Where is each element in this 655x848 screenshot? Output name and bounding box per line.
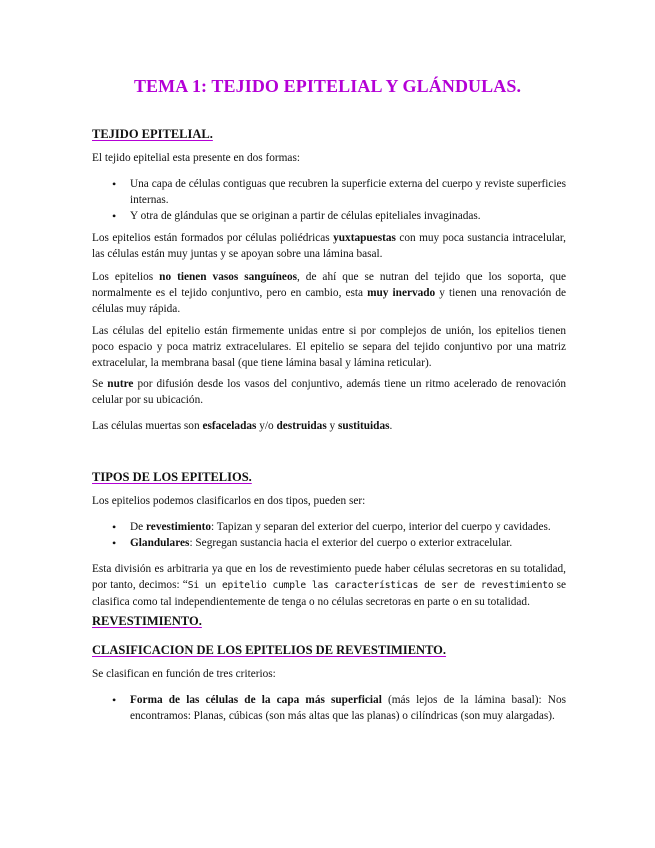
paragraph-celulas-muertas bbox=[92, 418, 566, 434]
page-title: TEMA 1: TEJIDO EPITELIAL Y GLÁNDULAS. bbox=[133, 76, 522, 96]
text-span: y/o bbox=[256, 420, 277, 432]
text-span: De bbox=[130, 521, 146, 533]
bold-term: muy inervado bbox=[367, 287, 436, 299]
bold-term: destruidas bbox=[276, 420, 327, 432]
bold-term: Forma de las células de la capa más superficial bbox=[130, 694, 382, 706]
text-span: . bbox=[389, 420, 393, 432]
text-span: , de ahí que se nutran del tejido que los soporta, que normalmente es el tejido conjuntivo, pero en cambio, esta bbox=[92, 271, 566, 299]
paragraph-celulas-unidas: Las células del epitelio están firmemente unidas entre si por complejos de unión, los epitelios tienen poco espacio y poca matriz extracelulares. El epitelio se separa del tejido conjuntivo por una matriz extracelular, la membrana basal (que tiene lámina basal y lámina reticular). bbox=[92, 325, 566, 369]
text-span: con muy poca sustancia intracelular, las células están muy juntas y se apoyan sobre una lámina basal. bbox=[92, 232, 567, 260]
bold-term: Glandulares bbox=[130, 537, 190, 549]
section-subheading-clasificacion: CLASIFICACION DE LOS EPITELIOS DE REVESTIMIENTO. bbox=[92, 643, 447, 657]
text-span: y tienen una renovación de células muy rápida. bbox=[92, 287, 567, 315]
list-item bbox=[112, 519, 566, 535]
section1-bullet-list bbox=[112, 176, 566, 224]
bold-term: revestimiento bbox=[146, 521, 212, 533]
bold-term: yuxtapuestas bbox=[333, 232, 396, 244]
section2-bullet-list bbox=[112, 519, 566, 551]
section-heading-tipos-epitelios: TIPOS DE LOS EPITELIOS. bbox=[92, 470, 252, 484]
text-span: se clasifica como tal independientemente de tenga o no células secretoras en parte o en su totalidad. bbox=[92, 579, 566, 608]
section-heading-tejido-epitelial: TEJIDO EPITELIAL. bbox=[92, 127, 213, 141]
text-span: Los epitelios bbox=[92, 271, 160, 283]
section1-intro: El tejido epitelial esta presente en dos formas: bbox=[92, 152, 300, 164]
quoted-text: Si un epitelio cumple las características de ser de revestimiento bbox=[187, 580, 554, 591]
text-span: Las células muertas son bbox=[92, 420, 203, 432]
bold-term: nutre bbox=[107, 378, 134, 390]
list-item bbox=[112, 692, 566, 724]
paragraph-epitelios-formados bbox=[92, 230, 566, 262]
text-span: Esta división es arbitraria ya que en los de revestimiento puede haber células secretoras en su totalidad, por tanto, decimos: “ bbox=[92, 563, 566, 591]
paragraph-division-arbitraria bbox=[92, 561, 566, 610]
paragraph-no-vasos bbox=[92, 269, 566, 317]
section3-intro: Se clasifican en función de tres criterios: bbox=[92, 668, 276, 680]
list-item: • Una capa de células contiguas que recubren la superficie externa del cuerpo y reviste superficies internas. bbox=[112, 176, 566, 208]
section-heading-revestimiento: REVESTIMIENTO. bbox=[92, 614, 202, 628]
bold-term: no tienen vasos sanguíneos bbox=[159, 271, 297, 283]
text-span: Se bbox=[92, 378, 108, 390]
list-item bbox=[112, 535, 566, 551]
text-span: : Tapizan y separan del exterior del cuerpo, interior del cuerpo y cavidades. bbox=[211, 521, 551, 533]
section2-intro: Los epitelios podemos clasificarlos en dos tipos, pueden ser: bbox=[92, 495, 366, 507]
text-span: por difusión desde los vasos del conjuntivo, además tiene un ritmo acelerado de renovación celular por su ubicación. bbox=[92, 378, 567, 406]
text-span: Los epitelios están formados por células poliédricas bbox=[92, 232, 334, 244]
bold-term: sustituidas bbox=[338, 420, 390, 432]
paragraph-nutre bbox=[92, 376, 566, 408]
text-span: : Segregan sustancia hacia el exterior del cuerpo o exterior extracelular. bbox=[189, 537, 513, 549]
bold-term: esfaceladas bbox=[202, 420, 257, 432]
list-item: • Y otra de glándulas que se originan a partir de células epiteliales invaginadas. bbox=[112, 208, 566, 224]
text-span: y bbox=[326, 420, 339, 432]
section3-bullet-list bbox=[112, 692, 566, 724]
text-span: (más lejos de la lámina basal): Nos encontramos: Planas, cúbicas (son más altas que las planas) o cilíndricas (son muy alargadas). bbox=[130, 694, 567, 722]
